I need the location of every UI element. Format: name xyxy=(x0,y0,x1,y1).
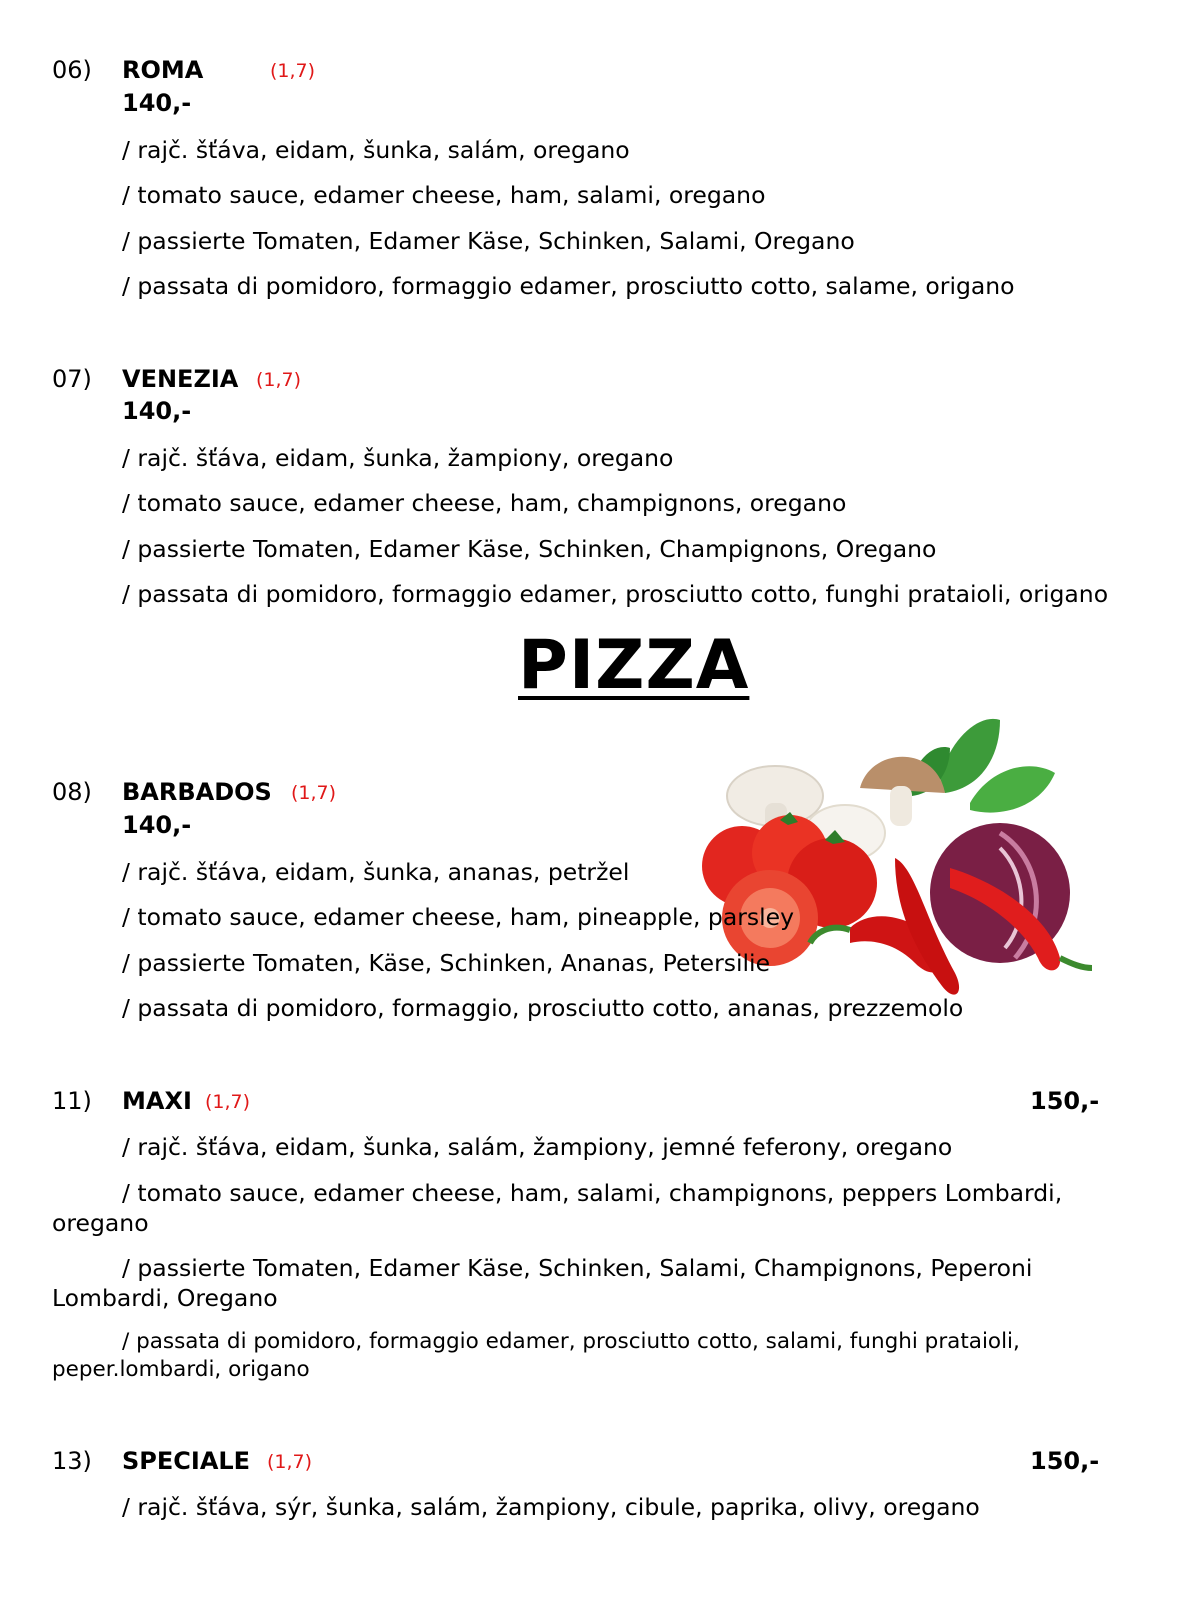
ingredient-line: / passierte Tomaten, Edamer Käse, Schinken, Salami, Oregano xyxy=(122,227,855,255)
item-price: 140,- xyxy=(122,89,192,117)
item-allergens: (1,7) xyxy=(205,1091,251,1113)
ingredient-line: / passierte Tomaten, Edamer Käse, Schinken, Salami, Champignons, Peperoni Lombardi, Oregano xyxy=(52,1254,1033,1312)
item-price: 140,- xyxy=(122,811,192,839)
item-number: 08) xyxy=(52,778,92,806)
item-name: MAXI xyxy=(122,1087,192,1115)
item-allergens: (1,7) xyxy=(256,369,302,391)
item-name: BARBADOS xyxy=(122,778,272,806)
item-allergens: (1,7) xyxy=(267,1451,313,1473)
item-name: ROMA xyxy=(122,56,204,84)
ingredient-line: / rajč. šťáva, eidam, šunka, žampiony, oregano xyxy=(122,444,674,472)
item-name: VENEZIA xyxy=(122,365,239,393)
item-number: 13) xyxy=(52,1447,92,1475)
ingredient-line: / tomato sauce, edamer cheese, ham, pineapple, parsley xyxy=(122,903,795,931)
ingredient-line: / passierte Tomaten, Edamer Käse, Schinken, Champignons, Oregano xyxy=(122,535,937,563)
ingredient-line: / passata di pomidoro, formaggio edamer, prosciutto cotto, salami, funghi prataioli, peper.lombardi, origano xyxy=(52,1329,1020,1382)
item-allergens: (1,7) xyxy=(270,60,316,82)
ingredient-line: / rajč. šťáva, sýr, šunka, salám, žampiony, cibule, paprika, olivy, oregano xyxy=(122,1493,980,1521)
ingredient-line: / tomato sauce, edamer cheese, ham, champignons, oregano xyxy=(122,489,847,517)
item-allergens: (1,7) xyxy=(291,782,337,804)
ingredient-line: / passata di pomidoro, formaggio, prosciutto cotto, ananas, prezzemolo xyxy=(122,994,964,1022)
ingredient-line: / rajč. šťáva, eidam, šunka, salám, žampiony, jemné feferony, oregano xyxy=(122,1133,953,1161)
item-name: SPECIALE xyxy=(122,1447,251,1475)
item-number: 07) xyxy=(52,365,92,393)
ingredient-line: / passierte Tomaten, Käse, Schinken, Ananas, Petersilie xyxy=(122,949,771,977)
ingredient-line: / passata di pomidoro, formaggio edamer, prosciutto cotto, funghi prataioli, origano xyxy=(122,580,1109,608)
ingredient-line: / tomato sauce, edamer cheese, ham, salami, champignons, peppers Lombardi, oregano xyxy=(52,1179,1063,1237)
ingredient-line: / rajč. šťáva, eidam, šunka, salám, oregano xyxy=(122,136,630,164)
ingredient-line: / passata di pomidoro, formaggio edamer, prosciutto cotto, salame, origano xyxy=(122,272,1015,300)
item-price: 150,- xyxy=(1030,1087,1100,1115)
item-number: 11) xyxy=(52,1087,92,1115)
item-price: 140,- xyxy=(122,397,192,425)
item-price: 150,- xyxy=(1030,1447,1100,1475)
item-number: 06) xyxy=(52,56,92,84)
ingredient-line: / tomato sauce, edamer cheese, ham, salami, oregano xyxy=(122,181,766,209)
ingredient-line: / rajč. šťáva, eidam, šunka, ananas, petržel xyxy=(122,858,630,886)
section-heading: PIZZA xyxy=(518,626,750,705)
